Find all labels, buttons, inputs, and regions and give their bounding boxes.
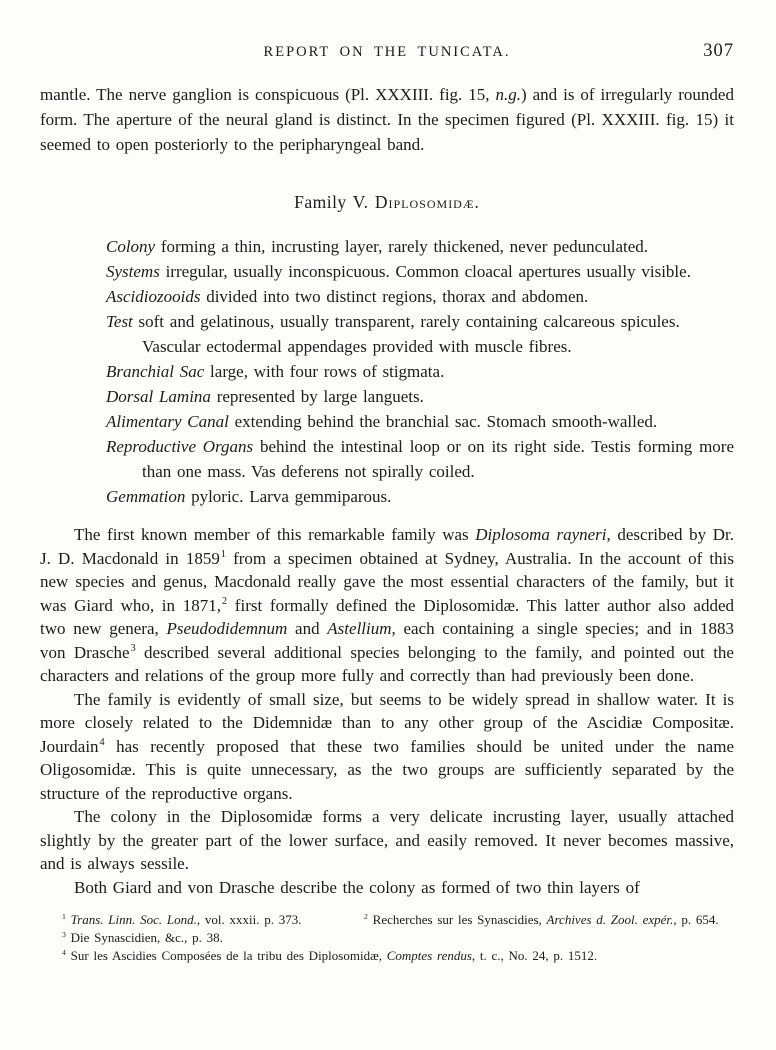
footnote-4: $^4$ Sur les Ascidies Composées de la tribu des Diplosomidæ, Comptes rendus, t. c., No. 24, p. 1512. bbox=[62, 947, 598, 963]
running-head-title: REPORT ON THE TUNICATA. bbox=[263, 44, 511, 60]
footnotes bbox=[40, 911, 734, 965]
page-header bbox=[40, 0, 734, 62]
definition-item-systems: Systems irregular, usually inconspicuous. Common cloacal apertures usually visible. bbox=[106, 262, 691, 281]
paragraph-colony-form: The colony in the Diplosomidæ forms a very delicate incrusting layer, usually attached slightly by the greater part of the lower surface, and easily removed. It never becomes massive, and is always sessile. bbox=[40, 807, 734, 873]
definition-item-test: Test soft and gelatinous, usually transparent, rarely containing calcareous spicules. bbox=[106, 312, 680, 331]
paragraph-family-size: The family is evidently of small size, but seems to be widely spread in shallow water. It is more closely related to the Didemnidæ than to any other group of the Ascidiæ Compositæ. Jourdain$^4$ has recently proposed that these two families should be united under the name Oligosomidæ. This is quite unnecessary, as the two groups are sufficiently separated by the structure of the reproductive organs. bbox=[40, 689, 734, 803]
family-definition-list bbox=[40, 234, 734, 509]
definition-item-branchial-sac: Branchial Sac large, with four rows of stigmata. bbox=[106, 362, 445, 381]
body-text bbox=[40, 523, 734, 899]
footnote-row-1 bbox=[40, 911, 734, 929]
footnote-1: $^1$ Trans. Linn. Soc. Lond., vol. xxxii. p. 373. bbox=[62, 911, 302, 927]
opening-paragraph: mantle. The nerve ganglion is conspicuous (Pl. XXXIII. fig. 15, n.g.) and is of irregularly rounded form. The aperture of the neural gland is distinct. In the specimen figured (Pl. XXXIII. fig. 15) it seemed to open posteriorly to the peripharyngeal band. bbox=[40, 85, 734, 154]
footnote-2: $^2$ Recherches sur les Synascidies, Archives d. Zool. expér., p. 654. bbox=[364, 911, 719, 927]
definition-item-reproductive-organs: Reproductive Organs behind the intestinal loop or on its right side. Testis forming more than one mass. Vas deferens not spirally coiled. bbox=[106, 437, 735, 481]
paragraph-history: The first known member of this remarkable family was Diplosoma rayneri, described by Dr. J. D. Macdonald in 1859$^1$ from a specimen obtained at Sydney, Australia. In the account of this new species and genus, Macdonald really gave the most essential characters of the family, but it was Giard who, in 1871,$^2$ first formally defined the Diplosomidæ. This latter author also added two new genera, Pseudodidemnum and Astellium, each containing a single species; and in 1883 von Drasche$^3$ described several additional species belonging to the family, and pointed out the characters and relations of the group more fully and correctly than had previously been done. bbox=[40, 525, 734, 685]
page-content bbox=[40, 0, 734, 965]
definition-item-colony: Colony forming a thin, incrusting layer, rarely thickened, never pedunculated. bbox=[106, 237, 649, 256]
definition-item-alimentary-canal: Alimentary Canal extending behind the branchial sac. Stomach smooth-walled. bbox=[106, 412, 658, 431]
page-number: 307 bbox=[703, 41, 734, 61]
definition-item-ascidiozooids: Ascidiozooids divided into two distinct regions, thorax and abdomen. bbox=[106, 287, 589, 306]
paragraph-two-layers: Both Giard and von Drasche describe the colony as formed of two thin layers of bbox=[74, 877, 640, 897]
family-heading: Family V. Diplosomidæ. bbox=[294, 192, 480, 212]
footnote-3: $^3$ Die Synascidien, &c., p. 38. bbox=[62, 929, 223, 945]
definition-item-dorsal-lamina: Dorsal Lamina represented by large languets. bbox=[106, 387, 424, 406]
definition-item-gemmation: Gemmation pyloric. Larva gemmiparous. bbox=[106, 487, 392, 506]
definition-item-vascular: Vascular ectodermal appendages provided with muscle fibres. bbox=[142, 337, 572, 356]
